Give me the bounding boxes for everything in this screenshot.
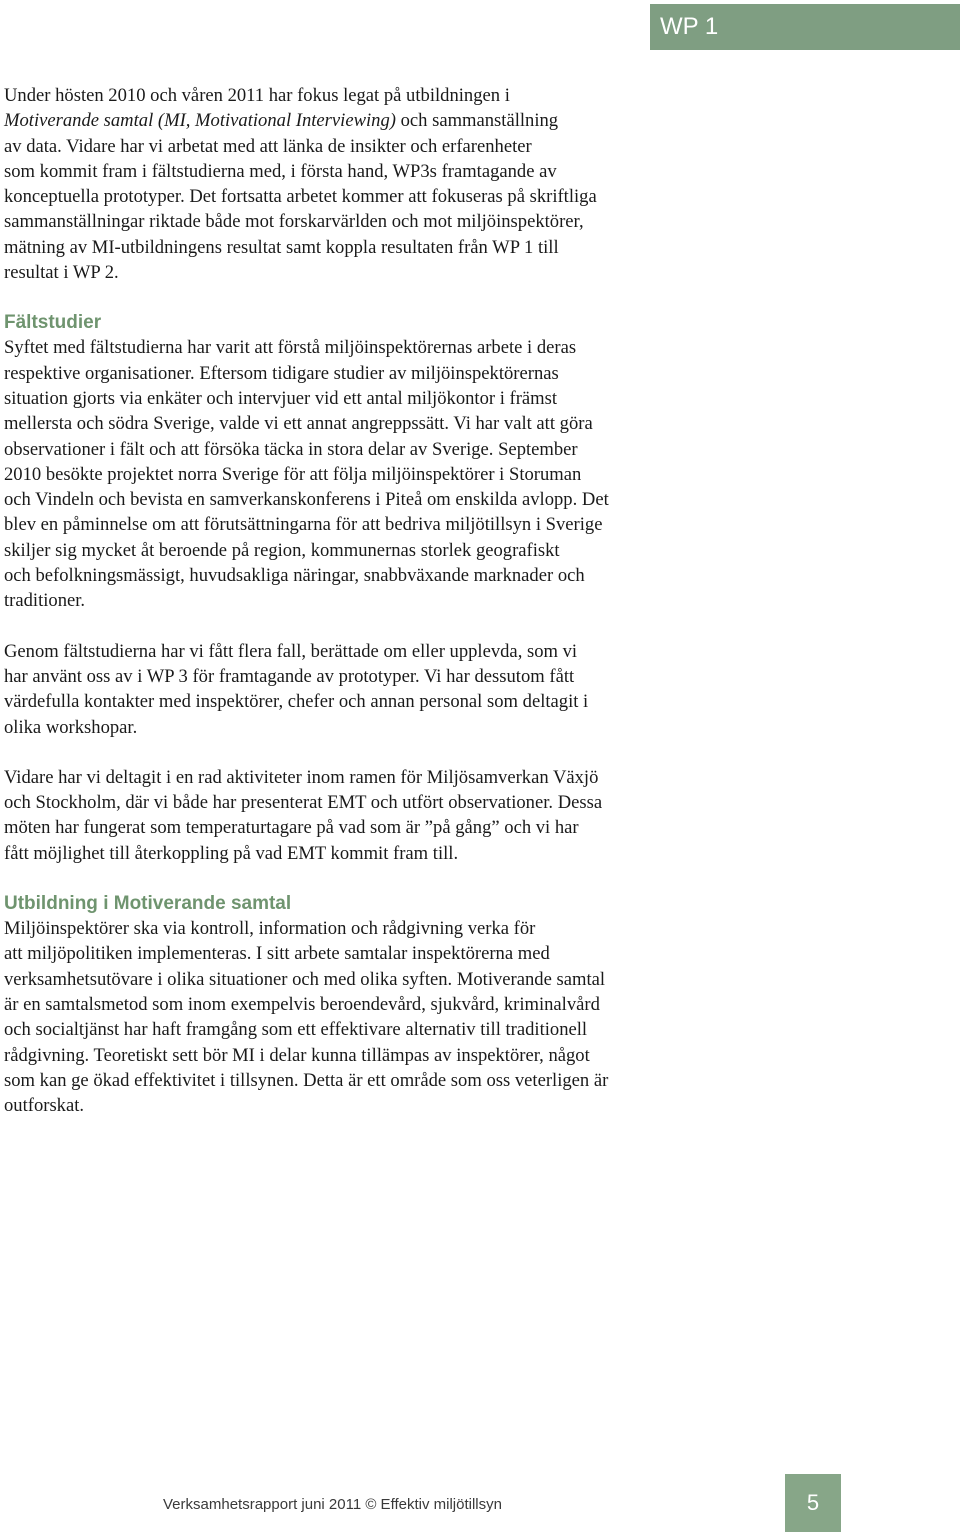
faltstudier-paragraph-3: Vidare har vi deltagit i en rad aktiviteter inom ramen för Miljösamverkan Växjö och Stockholm, där vi både har presenterat EMT och utfört observationer. Dessa möten har fungerat som temperaturtagare på vad som är ”på gång” och vi har fått möjlighet till återkoppling på vad EMT kommit fram till. [4, 766, 603, 864]
page-body [4, 83, 669, 1118]
utbildning-paragraph: Miljöinspektörer ska via kontroll, information och rådgivning verka för att miljöpolitiken implementeras. I sitt arbete samtalar inspektörerna med verksamhetsutövare i olika situationer och med olika syften. Motiverande samtal är en samtalsmetod som inom exempelvis beroendevård, sjukvård, kriminalvård och socialtjänst har haft framgång som ett effektivare alternativ till traditionell rådgivning. Teoretiskt sett bör MI i delar kunna tillämpas av inspektörer, något som kan ge ökad effektivitet i tillsynen. Detta är ett område som oss veterligen är outforskat. [4, 918, 609, 1117]
heading-faltstudier: Fältstudier [4, 312, 102, 334]
footer-text: Verksamhetsrapport juni 2011 © Effektiv miljötillsyn [163, 1496, 502, 1513]
intro-paragraph [4, 83, 669, 285]
page-number: 5 [785, 1474, 841, 1532]
intro-italic-term: Motiverande samtal (MI, Motivational Interviewing) [4, 110, 396, 132]
intro-text-start: Under hösten 2010 och våren 2011 har fokus legat på utbildningen i [4, 85, 510, 106]
faltstudier-paragraph-2: Genom fältstudierna har vi fått flera fall, berättade om eller upplevda, som vi har använt oss av i WP 3 för framtagande av prototyper. Vi har dessutom fått värdefulla kontakter med inspektörer, chefer och annan personal som deltagit i olika workshopar. [4, 640, 589, 738]
section-tab: WP 1 [650, 4, 960, 50]
intro-text-rest: och sammanställning av data. Vidare har vi arbetat med att länka de insikter och erfarenheter som kommit fram i fältstudierna med, i första hand, WP3s framtagande av konceptuella prototyper. Det fortsatta arbetet kommer att fokuseras på skriftliga sammanställningar riktade både mot forskarvärlden och mot miljöinspektörer, mätning av MI-utbildningens resultat samt koppla resultaten från WP 1 till resultat i WP 2. [4, 110, 597, 284]
faltstudier-paragraph-1: Syftet med fältstudierna har varit att förstå miljöinspektörernas arbete i deras respektive organisationer. Eftersom tidigare studier av miljöinspektörernas situation gjorts via enkäter och intervjuer vid ett antal miljökontor i främst mellersta och södra Sverige, valde vi ett annat angreppssätt. Vi har valt att göra observationer i fält och att försöka täcka in stora delar av Sverige. September 2010 besökte projektet norra Sverige för att följa miljöinspektörer i Storuman och Vindeln och bevista en samverkanskonferens i Piteå om enskilda avlopp. Det blev en påminnelse om att förutsättningarna för att bedriva miljötillsyn i Sverige skiljer sig mycket åt beroende på region, kommunernas storlek geografiskt och befolkningsmässigt, huvudsakliga näringar, snabbväxande marknader och traditioner. [4, 337, 609, 612]
heading-utbildning: Utbildning i Motiverande samtal [4, 893, 292, 915]
